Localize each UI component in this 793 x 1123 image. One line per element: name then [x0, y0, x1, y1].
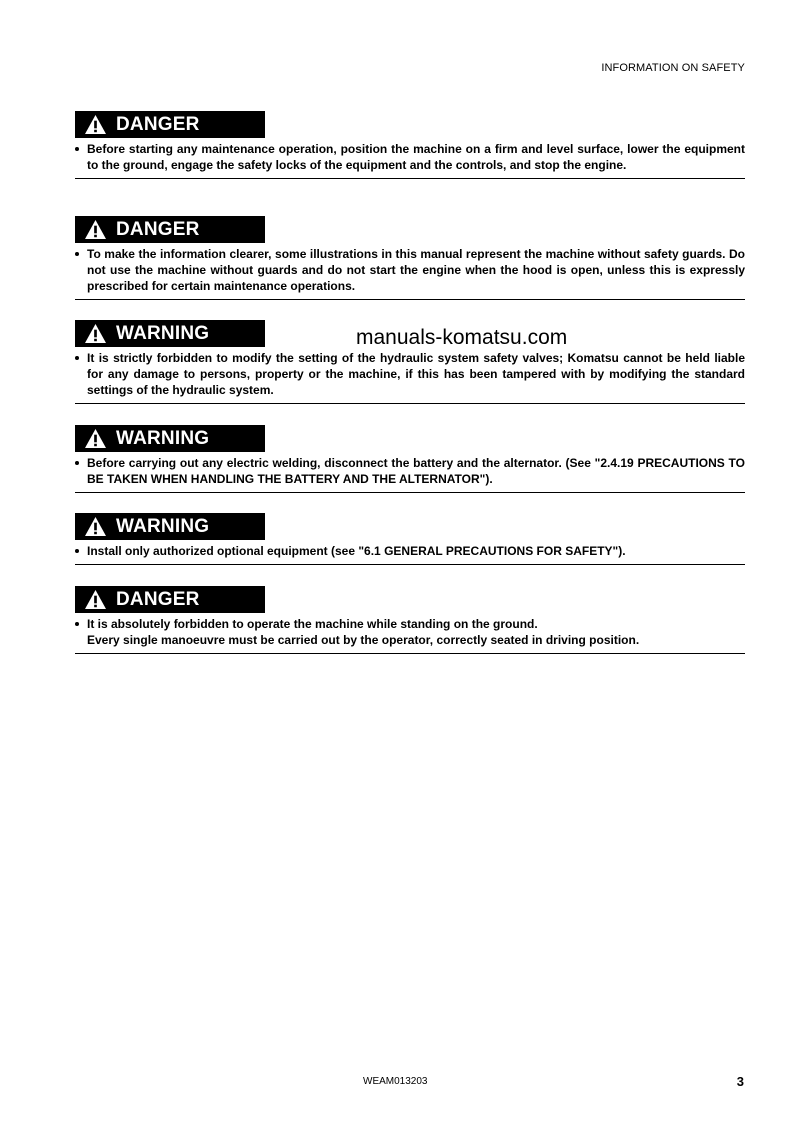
- safety-notice: [75, 320, 745, 404]
- warning-triangle-icon: [84, 219, 107, 240]
- warning-triangle-icon: [84, 516, 107, 537]
- notice-body: [75, 350, 745, 403]
- danger-banner: [75, 586, 265, 613]
- notice-label: WARNING: [116, 322, 210, 344]
- notice-text: Install only authorized optional equipment (see "6.1 GENERAL PRECAUTIONS FOR SAFETY").: [87, 544, 626, 558]
- warning-banner: [75, 425, 265, 452]
- notice-text: It is absolutely forbidden to operate the machine while standing on the ground.: [87, 617, 538, 631]
- warning-triangle-icon: [84, 428, 107, 449]
- bullet-dot: [75, 356, 79, 360]
- bullet-item: [75, 543, 745, 559]
- danger-banner: [75, 111, 265, 138]
- notice-label: DANGER: [116, 588, 200, 610]
- warning-banner: [75, 320, 265, 347]
- notice-text: To make the information clearer, some illustrations in this manual represent the machine without safety guards. Do not use the machine without guards and do not start the engine when the hood is open, unless this is expressly prescribed for certain maintenance operations.: [87, 247, 745, 293]
- bullet-item: [75, 246, 745, 294]
- bullet-dot: [75, 147, 79, 151]
- notice-label: DANGER: [116, 113, 200, 135]
- bullet-dot: [75, 461, 79, 465]
- watermark-text: manuals-komatsu.com: [356, 326, 568, 349]
- bullet-dot: [75, 252, 79, 256]
- bullet-dot: [75, 549, 79, 553]
- notice-body: [75, 141, 745, 178]
- safety-notice: [75, 586, 745, 654]
- warning-banner: [75, 513, 265, 540]
- safety-notice: [75, 216, 745, 300]
- warning-triangle-icon: [84, 323, 107, 344]
- notice-text: Before carrying out any electric welding, disconnect the battery and the alternator. (See "2.4.19 PRECAUTIONS TO BE TAKEN WHEN HANDLING THE BATTERY AND THE ALTERNATOR").: [87, 456, 745, 486]
- bullet-item: [75, 616, 745, 632]
- notice-text: It is strictly forbidden to modify the setting of the hydraulic system safety valves; Komatsu cannot be held liable for any damage to persons, property or the machine, if this has been tampered with by modifying the standard settings of the hydraulic system.: [87, 351, 745, 397]
- document-code: WEAM013203: [363, 1076, 428, 1087]
- bullet-item: [75, 350, 745, 398]
- notice-body: [75, 543, 745, 564]
- section-title: INFORMATION ON SAFETY: [601, 62, 745, 74]
- warning-triangle-icon: [84, 114, 107, 135]
- danger-banner: [75, 216, 265, 243]
- bullet-item: [75, 455, 745, 487]
- notice-text: Before starting any maintenance operation, position the machine on a firm and level surface, lower the equipment to the ground, engage the safety locks of the equipment and the controls, and stop the engine.: [87, 142, 745, 172]
- safety-notice: [75, 513, 745, 565]
- bullet-dot: [75, 622, 79, 626]
- bullet-item: [75, 141, 745, 173]
- notice-label: WARNING: [116, 515, 210, 537]
- warning-triangle-icon: [84, 589, 107, 610]
- notice-label: WARNING: [116, 427, 210, 449]
- notice-body: [75, 455, 745, 492]
- notice-body: [75, 246, 745, 299]
- notice-extra-text: Every single manoeuvre must be carried out by the operator, correctly seated in driving position.: [87, 633, 640, 647]
- notice-label: DANGER: [116, 218, 200, 240]
- safety-notice: [75, 111, 745, 179]
- safety-notice: [75, 425, 745, 493]
- notice-body: [75, 616, 745, 653]
- page-number: 3: [736, 1074, 744, 1089]
